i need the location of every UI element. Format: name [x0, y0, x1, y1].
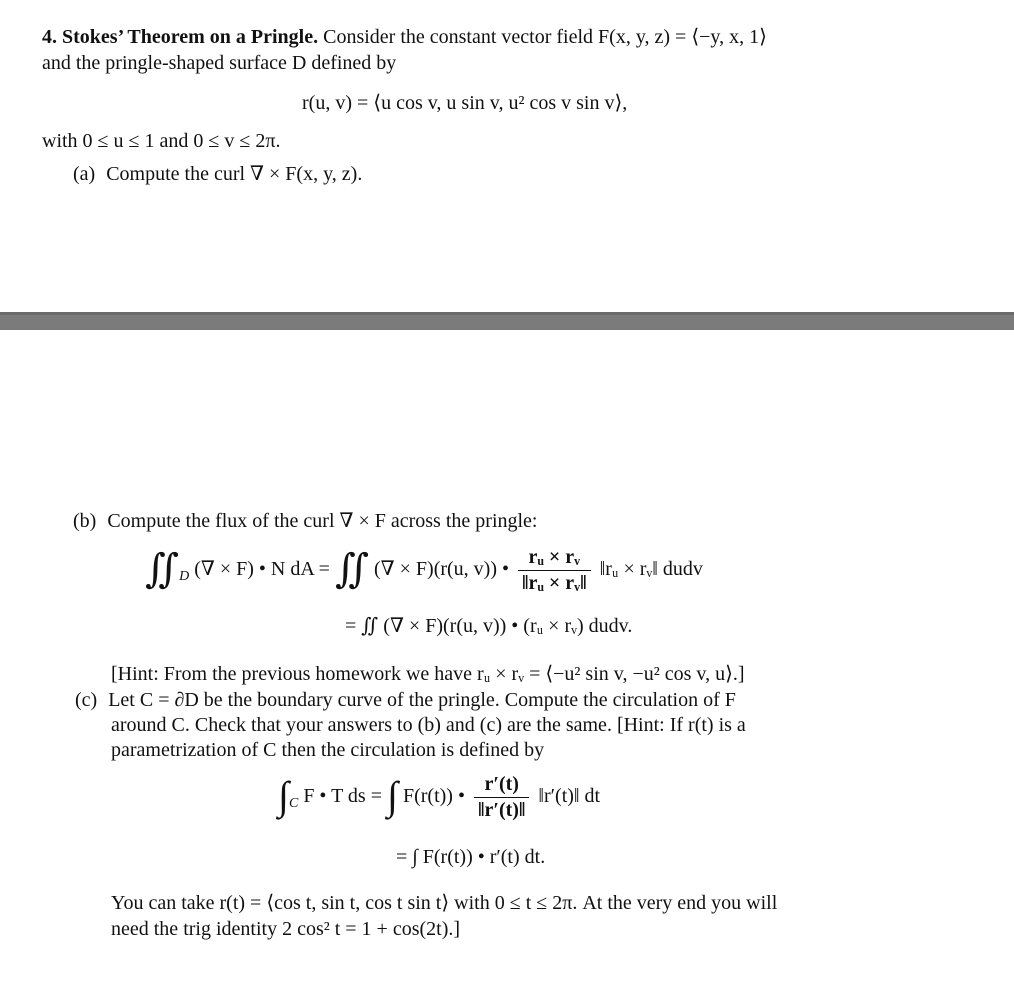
part-b-label: (b) [73, 510, 97, 532]
problem-header [42, 25, 767, 50]
problem-intro-line2: and the pringle-shaped surface D defined by [42, 52, 397, 74]
part-b-text: Compute the flux of the curl ∇ × F across the pringle: [107, 510, 538, 532]
double-integral-symbol-2: ∬ [334, 545, 370, 591]
part-a-label: (a) [73, 163, 96, 185]
flux-left-side: (∇ × F) • N dA = [194, 558, 330, 581]
field-definition: F(x, y, z) = ⟨−y, x, 1⟩ [598, 26, 767, 48]
flux-equation-line1 [145, 545, 703, 596]
double-integral-symbol: ∬ [145, 545, 180, 591]
line-integral-symbol: ∫ [278, 772, 289, 818]
part-b [73, 509, 537, 534]
tangent-denominator: ‖r′(t)‖ [477, 799, 526, 821]
line-integral-symbol-2: ∫ [387, 772, 398, 818]
part-c-label: (c) [75, 689, 98, 711]
circulation-left-side: F • T ds = [303, 785, 382, 808]
part-a [73, 162, 362, 187]
flux-middle: (∇ × F)(r(u, v)) • [374, 558, 510, 581]
parameter-domain: with 0 ≤ u ≤ 1 and 0 ≤ v ≤ 2π. [42, 130, 281, 152]
part-b-hint: [Hint: From the previous homework we have rᵤ × rᵥ = ⟨−u² sin v, −u² cos v, u⟩.] [111, 663, 745, 685]
problem-intro: Consider the constant vector field [323, 26, 594, 48]
flux-right-side: ‖rᵤ × rᵥ‖ dudv [599, 558, 703, 581]
tangent-numerator: r′(t) [474, 772, 529, 798]
part-c [75, 688, 736, 713]
part-a-text: Compute the curl ∇ × F(x, y, z). [106, 163, 363, 185]
fraction-denominator: ‖rᵤ × rᵥ‖ [522, 572, 587, 594]
problem-title: Stokes’ Theorem on a Pringle. [62, 26, 319, 48]
unit-tangent-fraction [474, 772, 529, 823]
integral-subscript-c: C [288, 796, 299, 812]
circulation-right-side: ‖r′(t)‖ dt [538, 785, 601, 808]
part-c-closing-line1: You can take r(t) = ⟨cos t, sin t, cos t sin t⟩ with 0 ≤ t ≤ 2π. At the very end you will [111, 892, 778, 914]
parametrization-equation: r(u, v) = ⟨u cos v, u sin v, u² cos v sin v⟩, [302, 92, 628, 114]
page-divider-edge [0, 312, 1014, 315]
part-c-closing-line2: need the trig identity 2 cos² t = 1 + cos(2t).] [111, 918, 461, 940]
circulation-equation-line2: = ∫ F(r(t)) • r′(t) dt. [396, 846, 546, 868]
circulation-middle: F(r(t)) • [402, 785, 465, 808]
problem-number: 4. [42, 26, 57, 48]
part-c-line3: parametrization of C then the circulation is defined by [111, 739, 545, 761]
fraction-numerator: rᵤ × rᵥ [518, 545, 591, 571]
part-c-line2: around C. Check that your answers to (b) and (c) are the same. [Hint: If r(t) is a [111, 714, 746, 736]
unit-normal-fraction [518, 545, 591, 596]
circulation-equation-line1 [278, 772, 600, 823]
integral-subscript-d: D [179, 569, 190, 585]
flux-equation-line2: = ∬ (∇ × F)(r(u, v)) • (rᵤ × rᵥ) dudv. [345, 615, 633, 637]
part-c-line1: Let C = ∂D be the boundary curve of the pringle. Compute the circulation of F [108, 689, 736, 711]
